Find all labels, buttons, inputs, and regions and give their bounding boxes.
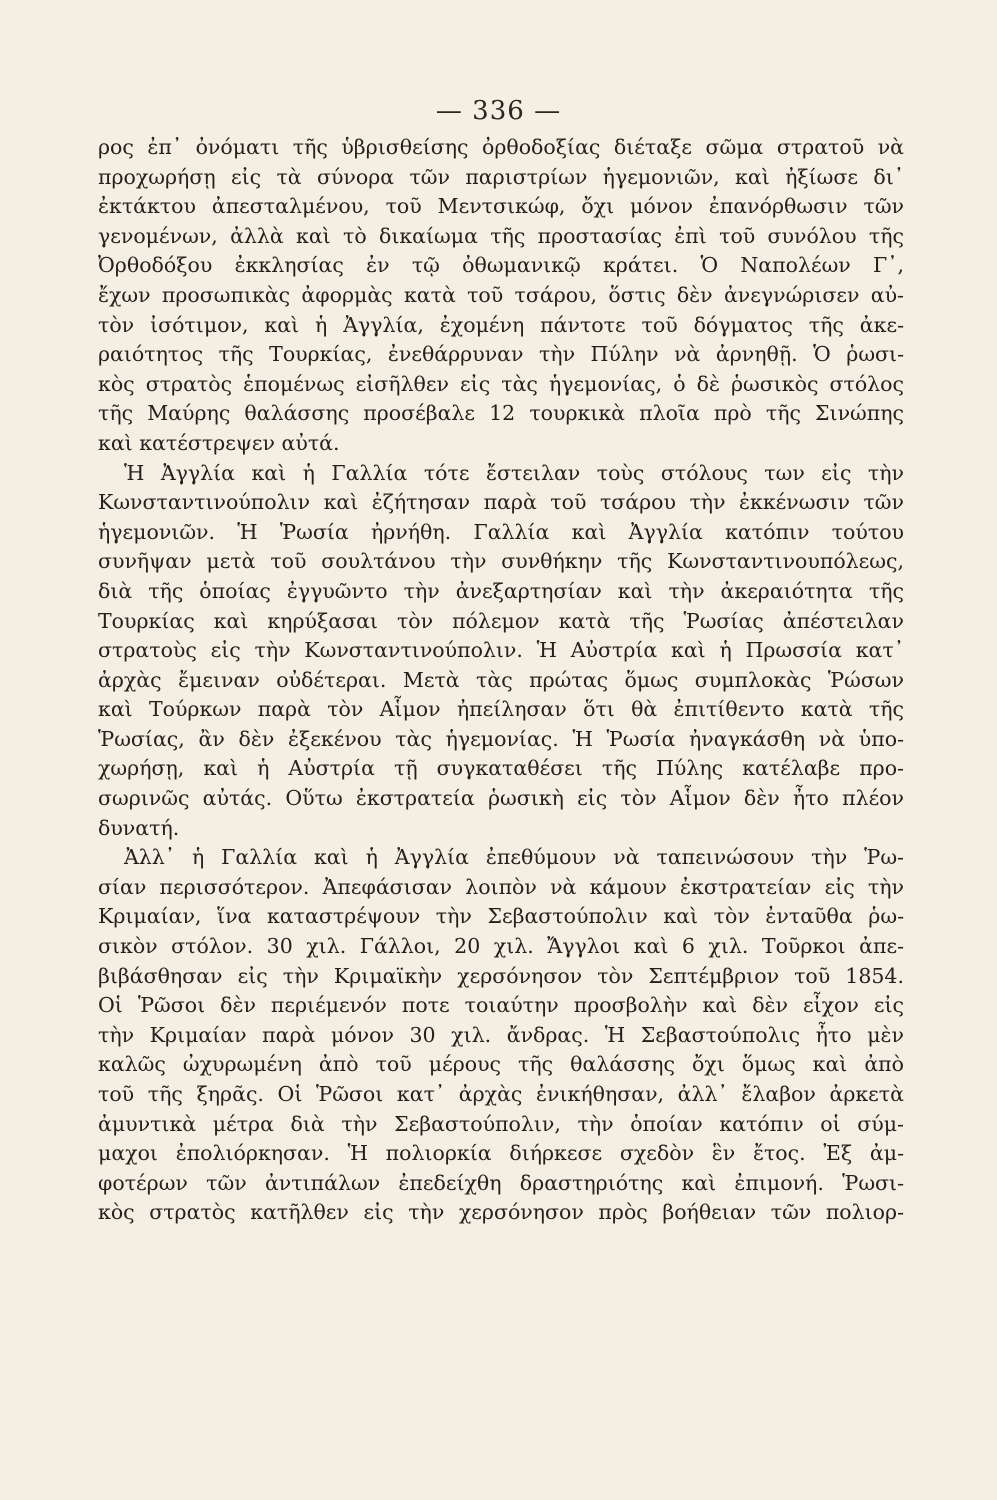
text-line: σωρινῶς αὐτάς. Οὕτω ἐκστρατεία ῥωσικὴ εἰς τὸν Αἷμον δὲν ἦτο πλέον xyxy=(98,786,904,811)
text-line: καλῶς ὠχυρωμένη ἀπὸ τοῦ μέρους τῆς θαλάσσης ὄχι ὅμως καὶ ἀπὸ xyxy=(98,1052,904,1077)
text-line: προχωρήσῃ εἰς τὰ σύνορα τῶν παριστρίων ἡγεμονιῶν, καὶ ἠξίωσε δι᾽ xyxy=(98,164,904,189)
text-line: ρος ἐπ᾽ ὀνόματι τῆς ὑβρισθείσης ὀρθοδοξίας διέταξε σῶμα στρατοῦ νὰ xyxy=(98,135,904,159)
text-line: ἔχων προσωπικὰς ἀφορμὰς κατὰ τοῦ τσάρου, ὅστις δὲν ἀνεγνώρισεν αὐ- xyxy=(98,282,904,307)
page-number: — 336 — xyxy=(435,96,562,126)
text-line: ἡγεμονιῶν. Ἡ Ῥωσία ἠρνήθη. Γαλλία καὶ Ἀγγλία κατόπιν τούτου xyxy=(98,519,904,544)
text-line: ἀμυντικὰ μέτρα διὰ τὴν Σεβαστούπολιν, τὴν ὁποίαν κατόπιν οἱ σύμ- xyxy=(98,1111,904,1136)
text-line: γενομένων, ἀλλὰ καὶ τὸ δικαίωμα τῆς προστασίας ἐπὶ τοῦ συνόλου τῆς xyxy=(98,223,904,248)
text-line: στρατοὺς εἰς τὴν Κωνσταντινούπολιν. Ἡ Αὐστρία καὶ ἡ Πρωσσία κατ᾽ xyxy=(98,638,904,663)
text-line: καὶ Τούρκων παρὰ τὸν Αἷμον ἠπείλησαν ὅτι θὰ ἐπιτίθεντο κατὰ τῆς xyxy=(98,697,904,722)
text-line: Ἀλλ᾽ ἡ Γαλλία καὶ ἡ Ἀγγλία ἐπεθύμουν νὰ ταπεινώσουν τὴν Ῥω- xyxy=(124,845,904,870)
text-line: δυνατή. xyxy=(98,815,180,840)
text-line: Ὀρθοδόξου ἐκκλησίας ἐν τῷ ὀθωμανικῷ κράτει. Ὁ Ναπολέων Γ᾽, xyxy=(98,253,904,278)
text-line: χωρήσῃ, καὶ ἡ Αὐστρία τῇ συγκαταθέσει τῆς Πύλης κατέλαβε προ- xyxy=(98,756,904,781)
text-line: Ῥωσίας, ἂν δὲν ἐξεκένου τὰς ἡγεμονίας. Ἡ Ῥωσία ἠναγκάσθη νὰ ὑπο- xyxy=(98,726,904,751)
text-line: σικὸν στόλον. 30 χιλ. Γάλλοι, 20 χιλ. Ἄγγλοι καὶ 6 χιλ. Τοῦρκοι ἀπε- xyxy=(98,934,904,959)
text-line: ἀρχὰς ἔμειναν οὐδέτεραι. Μετὰ τὰς πρώτας ὅμως συμπλοκὰς Ῥώσων xyxy=(98,667,904,692)
text-line: φοτέρων τῶν ἀντιπάλων ἐπεδείχθη δραστηριότης καὶ ἐπιμονή. Ῥωσι- xyxy=(98,1170,904,1195)
text-line: τὸν ἰσότιμον, καὶ ἡ Ἀγγλία, ἐχομένη πάντοτε τοῦ δόγματος τῆς ἀκε- xyxy=(98,312,904,337)
text-line: συνῆψαν μετὰ τοῦ σουλτάνου τὴν συνθήκην τῆς Κωνσταντινουπόλεως, xyxy=(98,549,904,574)
text-line: Κριμαίαν, ἵνα καταστρέψουν τὴν Σεβαστούπολιν καὶ τὸν ἐνταῦθα ῥω- xyxy=(98,904,904,929)
text-line: διὰ τῆς ὁποίας ἐγγυῶντο τὴν ἀνεξαρτησίαν καὶ τὴν ἀκεραιότητα τῆς xyxy=(98,578,904,603)
text-line: τῆς Μαύρης θαλάσσης προσέβαλε 12 τουρκικὰ πλοῖα πρὸ τῆς Σινώπης xyxy=(98,401,904,426)
body-text xyxy=(98,133,904,1228)
text-line: κὸς στρατὸς ἑπομένως εἰσῆλθεν εἰς τὰς ἡγεμονίας, ὁ δὲ ῥωσικὸς στόλος xyxy=(98,371,904,396)
text-line: ἐκτάκτου ἀπεσταλμένου, τοῦ Μεντσικώφ, ὄχι μόνον ἐπανόρθωσιν τῶν xyxy=(98,194,904,219)
text-line: Τουρκίας καὶ κηρύξασαι τὸν πόλεμον κατὰ τῆς Ῥωσίας ἀπέστειλαν xyxy=(98,608,904,633)
text-line: Κωνσταντινούπολιν καὶ ἐζήτησαν παρὰ τοῦ τσάρου τὴν ἐκκένωσιν τῶν xyxy=(98,490,904,515)
text-line: Ἡ Ἀγγλία καὶ ἡ Γαλλία τότε ἔστειλαν τοὺς στόλους των εἰς τὴν xyxy=(124,460,904,485)
text-line: Οἱ Ῥῶσοι δὲν περιέμενόν ποτε τοιαύτην προσβολὴν καὶ δὲν εἶχον εἰς xyxy=(98,993,904,1018)
text-line: σίαν περισσότερον. Ἀπεφάσισαν λοιπὸν νὰ κάμουν ἐκστρατείαν εἰς τὴν xyxy=(98,874,904,899)
text-line: μαχοι ἐπολιόρκησαν. Ἡ πολιορκία διήρκεσε σχεδὸν ἓν ἔτος. Ἐξ ἀμ- xyxy=(98,1141,904,1166)
text-line: βιβάσθησαν εἰς τὴν Κριμαϊκὴν χερσόνησον τὸν Σεπτέμβριον τοῦ 1854. xyxy=(98,963,904,988)
text-line: κὸς στρατὸς κατῆλθεν εἰς τὴν χερσόνησον πρὸς βοήθειαν τῶν πολιορ- xyxy=(98,1200,904,1225)
text-line: καὶ κατέστρεψεν αὐτά. xyxy=(98,430,340,455)
text-line: ραιότητος τῆς Τουρκίας, ἐνεθάρρυναν τὴν Πύλην νὰ ἀρνηθῇ. Ὁ ῥωσι- xyxy=(98,342,904,367)
text-line: τὴν Κριμαίαν παρὰ μόνον 30 χιλ. ἄνδρας. Ἡ Σεβαστούπολις ἦτο μὲν xyxy=(98,1022,904,1047)
text-line: τοῦ τῆς ξηρᾶς. Οἱ Ῥῶσοι κατ᾽ ἀρχὰς ἐνικήθησαν, ἀλλ᾽ ἔλαβον ἀρκετὰ xyxy=(98,1082,904,1106)
